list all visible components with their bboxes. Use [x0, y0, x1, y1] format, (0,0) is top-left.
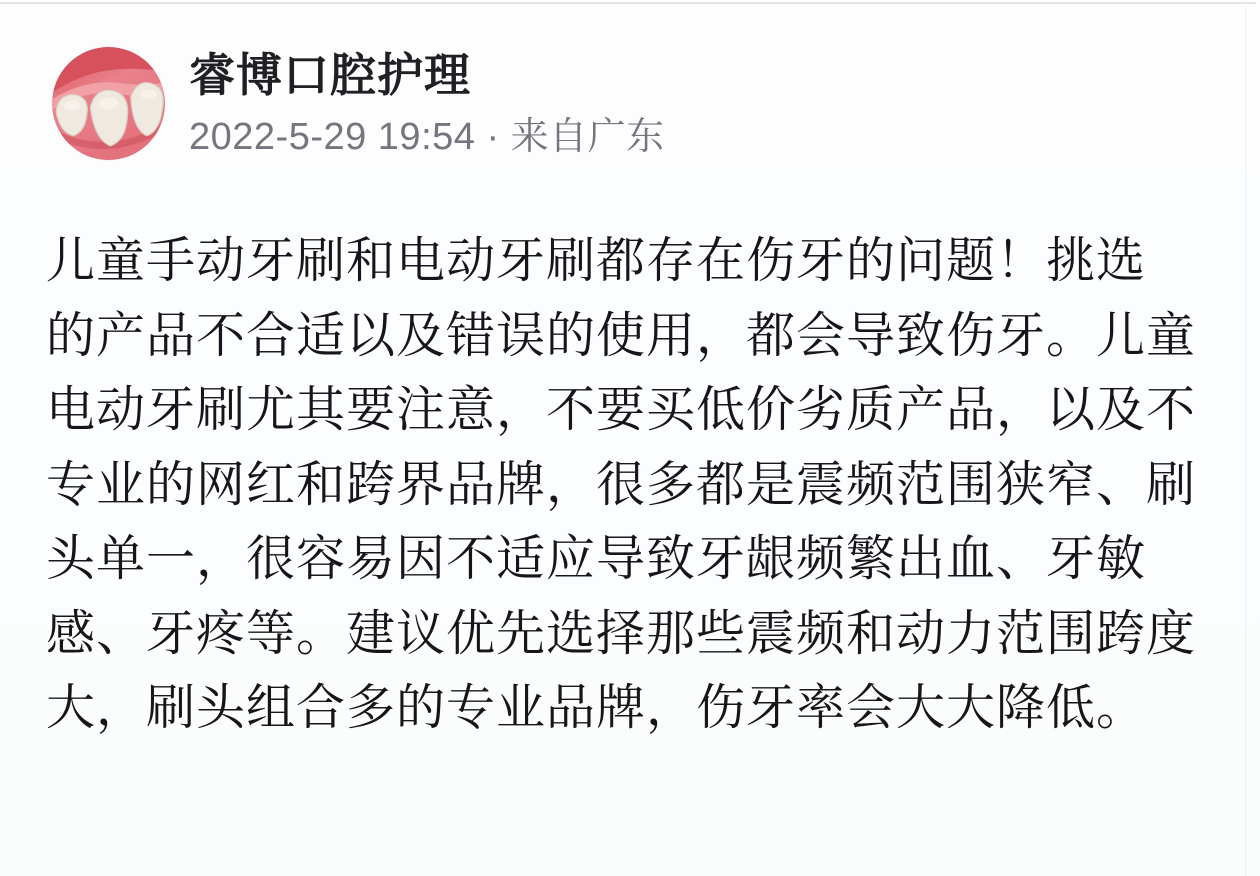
post-header [52, 47, 665, 160]
post-meta: 2022-5-29 19:54 · 来自广东 [189, 115, 665, 158]
teeth-gums-icon [52, 47, 165, 160]
post-body [46, 224, 1226, 746]
body-line: 大，刷头组合多的专业品牌，伤牙率会大大降低。 [46, 681, 1147, 735]
body-line: 感、牙疼等。建议优先选择那些震频和动力范围跨度 [46, 606, 1197, 661]
top-divider [0, 2, 1256, 4]
body-line: 头单一，很容易因不适应导致牙龈频繁出血、牙敏 [46, 532, 1147, 586]
author-name[interactable]: 睿博口腔护理 [189, 49, 471, 101]
right-divider [1245, 6, 1246, 876]
header-text [189, 47, 665, 158]
body-line: 专业的网红和跨界品牌，很多都是震频范围狭窄、刷 [46, 457, 1197, 512]
body-line: 的产品不合适以及错误的使用，都会导致伤牙。儿童 [46, 308, 1197, 363]
body-line: 电动牙刷尤其要注意，不要买低价劣质产品，以及不 [46, 383, 1197, 437]
body-line: 儿童手动牙刷和电动牙刷都存在伤牙的问题！挑选 [46, 234, 1147, 288]
avatar[interactable] [52, 47, 165, 160]
